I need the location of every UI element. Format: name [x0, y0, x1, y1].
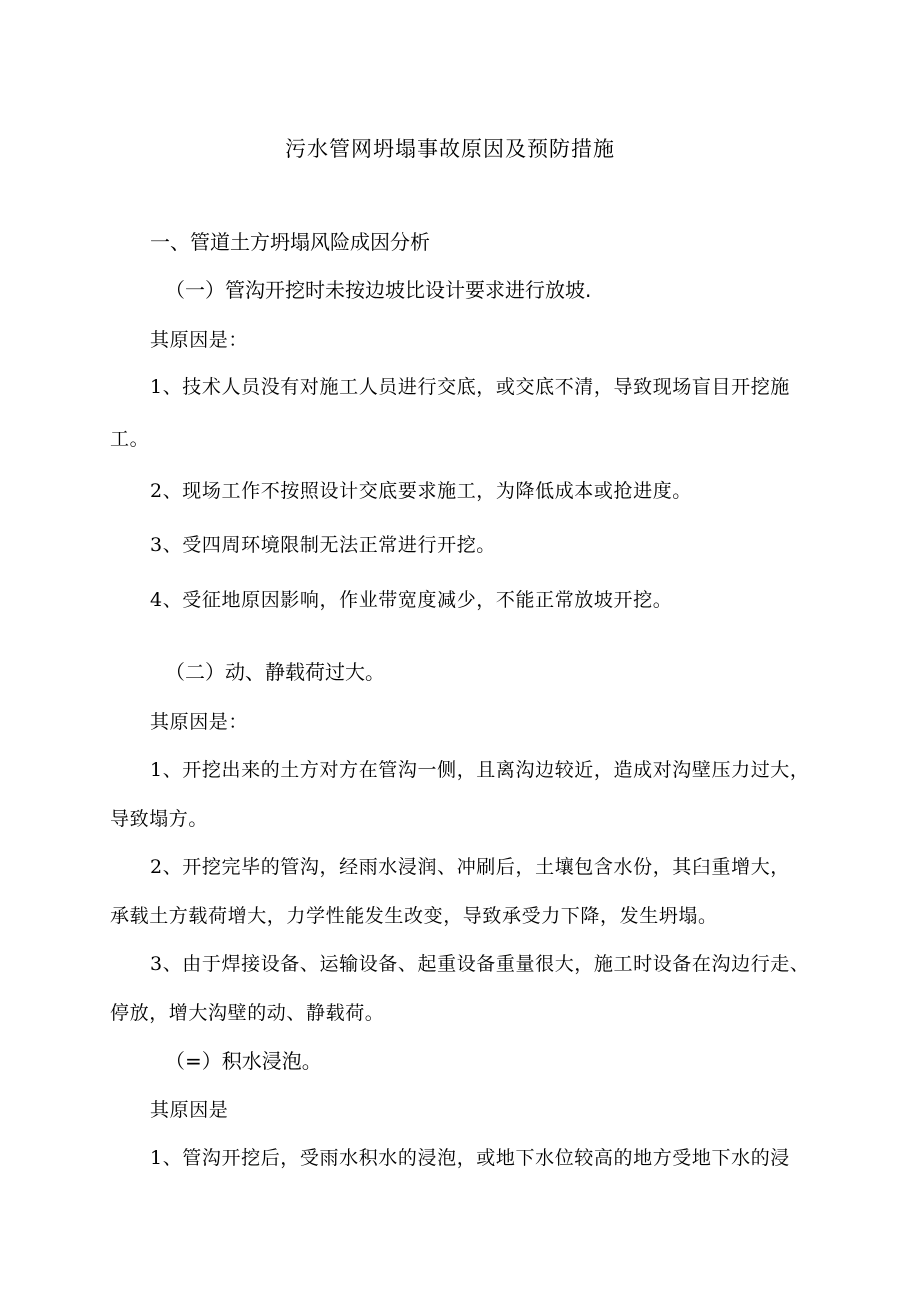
subsection-2-item-1-line-1: 1、开挖出来的土方对方在管沟一侧，且离沟边较近，造成对沟壁压力过大， — [150, 759, 810, 781]
subsection-1-item-2: 2、现场工作不按照设计交底要求施工，为降低成本或抢进度。 — [150, 480, 692, 502]
subsection-1-item-1-line-2: 工。 — [110, 428, 150, 450]
subsection-1-item-1-line-1: 1、技术人员没有对施工人员进行交底，或交底不清，导致现场盲目开挖施 — [150, 376, 790, 398]
subsection-1-item-3: 3、受四周环境限制无法正常进行开挖。 — [150, 534, 496, 556]
subsection-3-reason-label: 其原因是 — [150, 1099, 229, 1121]
section-1-heading: 一、管道土方坍塌风险成因分析 — [150, 230, 430, 254]
subsection-2-item-3-line-1: 3、由于焊接设备、运输设备、起重设备重量很大，施工时设备在沟边行走、 — [150, 953, 810, 975]
subsection-1-item-4: 4、受征地原因影响，作业带宽度减少，不能正常放坡开挖。 — [150, 589, 673, 611]
subsection-2-item-3-line-2: 停放，增大沟壁的动、静载荷。 — [110, 1002, 385, 1024]
subsection-2-item-1-line-2: 导致塌方。 — [110, 808, 209, 830]
subsection-1-reason-label: 其原因是： — [150, 329, 249, 351]
subsection-3-item-1-line-1: 1、管沟开挖后，受雨水积水的浸泡，或地下水位较高的地方受地下水的浸 — [150, 1147, 790, 1169]
subsection-2-heading: （二）动、静载荷过大。 — [165, 660, 385, 684]
subsection-2-reason-label: 其原因是： — [150, 711, 249, 733]
subsection-2-item-2-line-1: 2、开挖完毕的管沟，经雨水浸润、冲刷后，土壤包含水份，其臼重增大， — [150, 856, 790, 878]
document-title: 污水管网坍塌事故原因及预防措施 — [285, 137, 615, 161]
subsection-1-heading: （一）管沟开挖时未按边坡比设计要求进行放坡. — [165, 278, 592, 302]
subsection-3-heading: （=）积水浸泡。 — [165, 1049, 322, 1073]
subsection-2-item-2-line-2: 承载土方载荷增大，力学性能发生改变，导致承受力下降，发生坍塌。 — [110, 905, 718, 927]
